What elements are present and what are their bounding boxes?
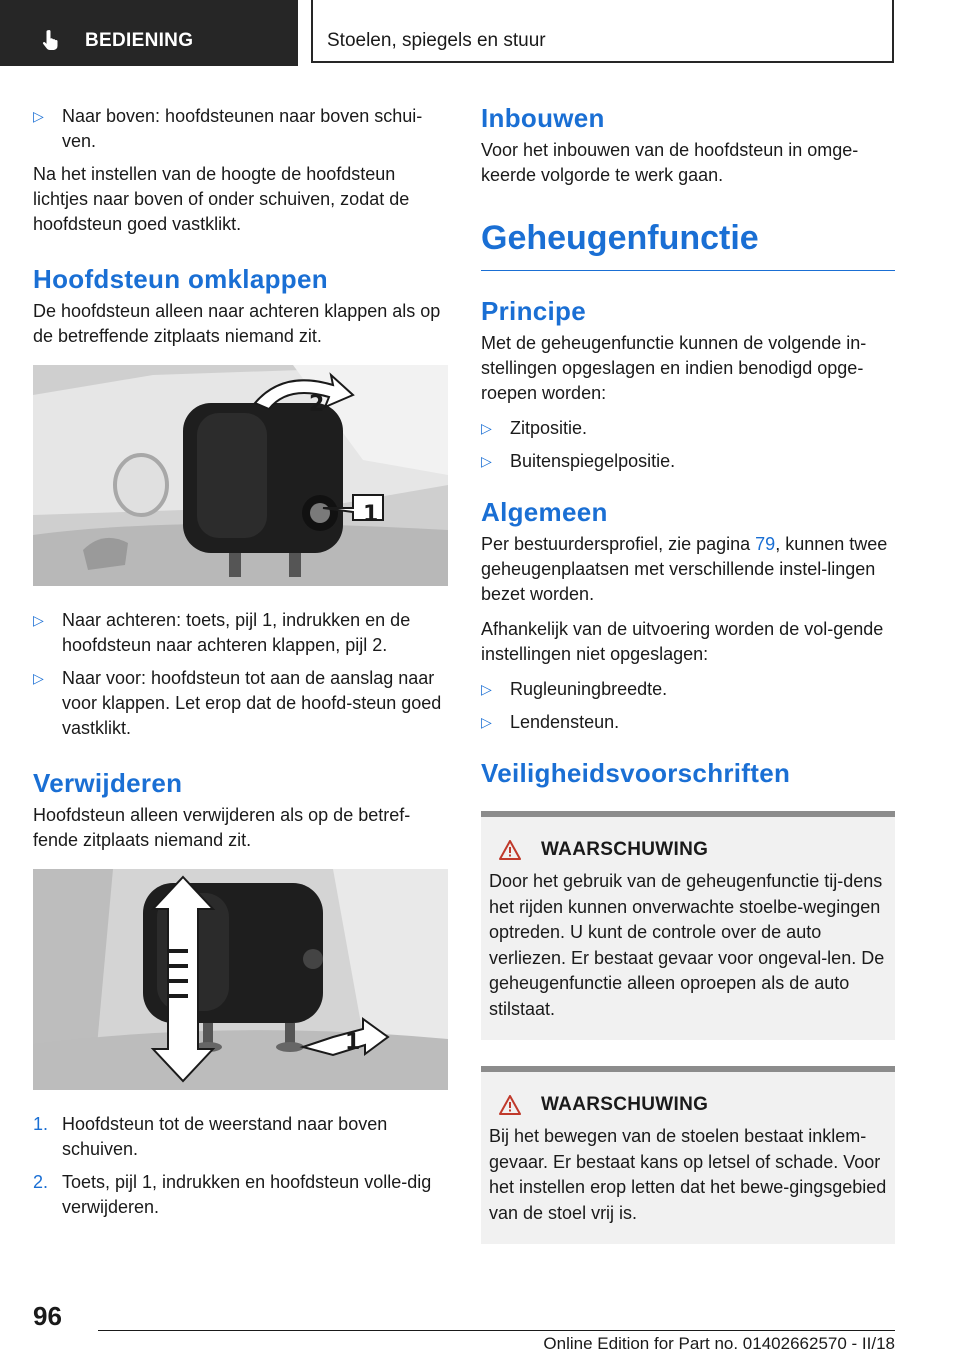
triangle-right-icon: ▷ [481, 714, 492, 730]
list-item-text: Buitenspiegelpositie. [510, 451, 676, 471]
list-item-text: Naar achteren: toets, pijl 1, indrukken en de hoofdsteun naar achteren klappen, pijl 2. [62, 610, 411, 655]
section-label: BEDIENING [85, 30, 194, 51]
heading-geheugenfunctie: Geheugenfunctie [481, 218, 895, 271]
headrest-fold-figure [33, 365, 448, 586]
triangle-right-icon: ▷ [481, 420, 492, 436]
warning-header [489, 1094, 887, 1116]
warning-triangle-icon [499, 1095, 521, 1115]
paragraph-text: , kunnen twee geheugenplaatsen met verschillende instel-lingen bezet worden. [481, 534, 888, 604]
edition-note: Online Edition for Part no. 01402662570 - II/18 [543, 1334, 895, 1353]
paragraph: De hoofdsteun alleen naar achteren klappen als op de betreffende zitplaats niemand zit. [33, 301, 441, 346]
list-item [33, 1170, 448, 1220]
paragraph: Na het instellen van de hoogte de hoofdsteun lichtjes naar boven of onder schuiven, zodat de hoofdsteun goed vastklikt. [33, 164, 410, 234]
heading-omklappen: Hoofdsteun omklappen [33, 264, 328, 294]
list-item-text: Toets, pijl 1, indrukken en hoofdsteun volle-dig verwijderen. [62, 1172, 432, 1217]
list-item [481, 449, 895, 474]
paragraph: Afhankelijk van de uitvoering worden de vol-gende instellingen niet opgeslagen: [481, 619, 884, 664]
heading-principe: Principe [481, 296, 586, 326]
headrest-fold-illustration [33, 365, 448, 586]
arrow-label-1: 1 [345, 1030, 361, 1055]
arrow-label-1: 1 [363, 502, 379, 527]
warning-triangle-icon [499, 840, 521, 860]
list-item [481, 416, 895, 441]
heading-inbouwen: Inbouwen [481, 103, 605, 133]
list-item-text: Hoofdsteun tot de weerstand naar boven schuiven. [62, 1114, 388, 1159]
paragraph [481, 532, 895, 607]
list-item-text: Rugleuningbreedte. [510, 679, 668, 699]
warning-header [489, 839, 887, 861]
hand-pointer-icon [40, 28, 64, 52]
list-item [33, 104, 448, 154]
heading-veiligheid: Veiligheidsvoorschriften [481, 758, 791, 788]
chapter-title: Stoelen, spiegels en stuur [327, 30, 546, 51]
page-link[interactable]: 79 [755, 534, 776, 554]
step-number: 2. [33, 1172, 49, 1192]
left-column [33, 98, 448, 1228]
warning-title: WAARSCHUWING [541, 839, 709, 860]
paragraph: Hoofdsteun alleen verwijderen als op de betref-fende zitplaats niemand zit. [33, 805, 411, 850]
headrest-remove-figure [33, 869, 448, 1090]
chapter-title-box [311, 0, 894, 63]
list-item [33, 608, 448, 658]
paragraph-text: Per bestuurdersprofiel, zie pagina [481, 534, 756, 554]
list-item-text: Naar voor: hoofdsteun tot aan de aanslag naar voor klappen. Let erop dat de hoofd-steun goed vastklikt. [62, 668, 442, 738]
page-header [0, 0, 960, 66]
footer-divider [98, 1330, 895, 1331]
triangle-right-icon: ▷ [33, 670, 44, 686]
list-item-text: Lendensteun. [510, 712, 620, 732]
triangle-right-icon: ▷ [33, 612, 44, 628]
warning-text: Door het gebruik van de geheugenfunctie tij-dens het rijden kunnen onverwachte stoelbe-wegingen optreden. U kunt de controle over de auto verliezen. Er bestaat gevaar voor ongeval-len. De geheugenfunctie alleen oproepen als de auto stilstaat. [489, 871, 885, 1019]
warning-text: Bij het bewegen van de stoelen bestaat inklem-gevaar. Er bestaat kans op letsel of schade. Voor het instellen erop letten dat het bewe-gingsgebied van de stoel vrij is. [489, 1126, 887, 1223]
warning-box [481, 811, 895, 1040]
warning-box [481, 1066, 895, 1244]
warning-title: WAARSCHUWING [541, 1094, 709, 1115]
page-number: 96 [33, 1301, 62, 1331]
list-item [33, 666, 448, 741]
headrest-remove-illustration [33, 869, 448, 1090]
triangle-right-icon: ▷ [481, 681, 492, 697]
arrow-label-2: 2 [309, 392, 325, 417]
paragraph: Met de geheugenfunctie kunnen de volgende in-stellingen opgeslagen en indien benodigd opge-roepen worden: [481, 333, 867, 403]
triangle-right-icon: ▷ [481, 453, 492, 469]
step-number: 1. [33, 1114, 49, 1134]
list-item-text: Naar boven: hoofdsteunen naar boven schui-ven. [62, 106, 423, 151]
list-item [33, 1112, 448, 1162]
list-item [481, 710, 895, 735]
list-item [481, 677, 895, 702]
heading-algemeen: Algemeen [481, 497, 608, 527]
triangle-right-icon: ▷ [33, 108, 44, 124]
paragraph: Voor het inbouwen van de hoofdsteun in omge-keerde volgorde te werk gaan. [481, 140, 859, 185]
section-tab [0, 0, 298, 66]
list-item-text: Zitpositie. [510, 418, 588, 438]
right-column [481, 98, 895, 1244]
heading-verwijderen: Verwijderen [33, 768, 183, 798]
